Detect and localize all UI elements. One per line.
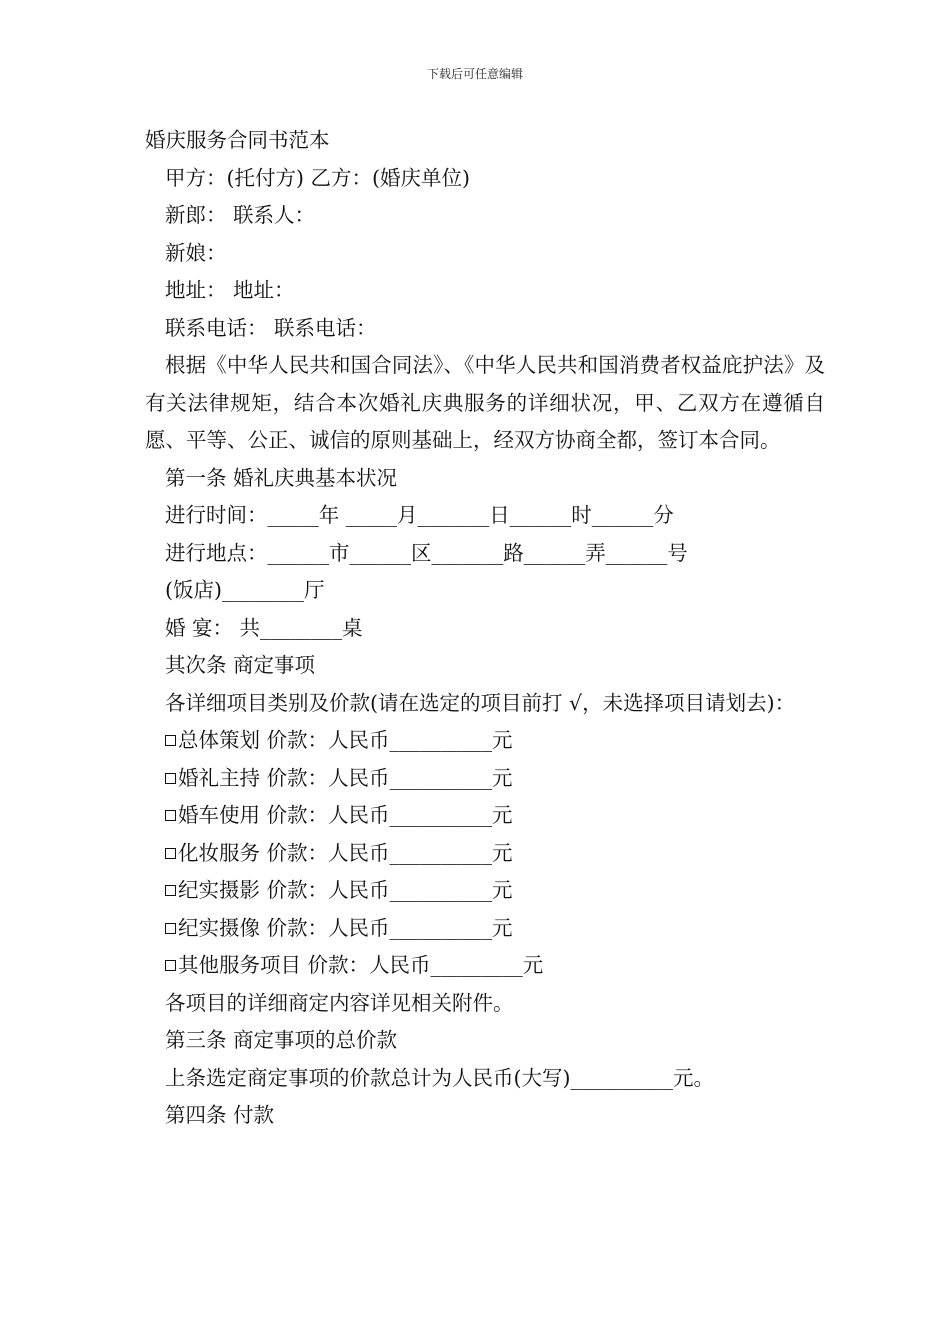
item-label: 其他服务项目 价款：人民币_________元 xyxy=(178,953,544,977)
total-line: 上条选定商定事项的价款总计为人民币(大写)__________元。 xyxy=(165,1065,714,1090)
item-label: 纪实摄影 价款：人民币__________元 xyxy=(178,878,513,902)
checkbox-icon xyxy=(165,960,176,971)
checkbox-icon xyxy=(165,810,176,821)
place-line: 进行地点：______市______区_______路______弄______号 xyxy=(165,540,688,565)
document-title: 婚庆服务合同书范本 xyxy=(145,128,330,152)
item-label: 纪实摄像 价款：人民币__________元 xyxy=(178,915,513,940)
item-label: 化妆服务 价款：人民币__________元 xyxy=(178,840,513,865)
intro-paragraph: 根据《中华人民共和国合同法》、《中华人民共和国消费者权益庇护法》及有关法律规矩，结合本次婚礼庆典服务的详细状况，甲、乙双方在遵循自愿、平等、公正、诚信的原则基础上，经双方协商全都，签订本合同。 xyxy=(145,353,825,452)
checkbox-icon xyxy=(165,848,176,859)
items-note: 各项目的详细商定内容详见相关附件。 xyxy=(165,990,514,1015)
list-item xyxy=(145,760,825,798)
list-item xyxy=(145,910,825,948)
item-label: 总体策划 价款：人民币__________元 xyxy=(178,728,513,752)
checkbox-icon xyxy=(165,773,176,784)
page-header-note: 下载后可任意编辑 xyxy=(426,67,523,81)
checkbox-icon xyxy=(165,923,176,934)
list-item xyxy=(145,947,825,985)
list-item xyxy=(145,835,825,873)
item-label: 婚车使用 价款：人民币__________元 xyxy=(178,803,513,827)
time-line: 进行时间：_____年 _____月_______日______时______分 xyxy=(165,503,674,527)
item-label: 婚礼主持 价款：人民币__________元 xyxy=(178,765,513,790)
banquet-line: 婚 宴： 共________桌 xyxy=(165,615,363,640)
address-line: 地址： 地址： xyxy=(165,278,295,302)
article-2-title: 其次条 商定事项 xyxy=(165,653,316,677)
article-4-title: 第四条 付款 xyxy=(165,1103,275,1127)
bride-line: 新娘： xyxy=(165,240,227,265)
checkbox-icon xyxy=(165,735,176,746)
parties-line: 甲方：(托付方) 乙方：(婚庆单位) xyxy=(165,165,471,190)
groom-line: 新郎： 联系人： xyxy=(165,203,316,227)
list-item xyxy=(145,797,825,835)
items-intro: 各详细项目类别及价款(请在选定的项目前打 √，未选择项目请划去)： xyxy=(165,690,796,715)
phone-line: 联系电话： 联系电话： xyxy=(165,315,377,340)
checkbox-icon xyxy=(165,885,176,896)
contract-body xyxy=(145,122,825,1135)
article-1-title: 第一条 婚礼庆典基本状况 xyxy=(165,465,398,490)
article-3-title: 第三条 商定事项的总价款 xyxy=(165,1028,398,1052)
hotel-line: (饭店)________厅 xyxy=(165,578,325,602)
list-item xyxy=(145,722,825,760)
list-item xyxy=(145,872,825,910)
